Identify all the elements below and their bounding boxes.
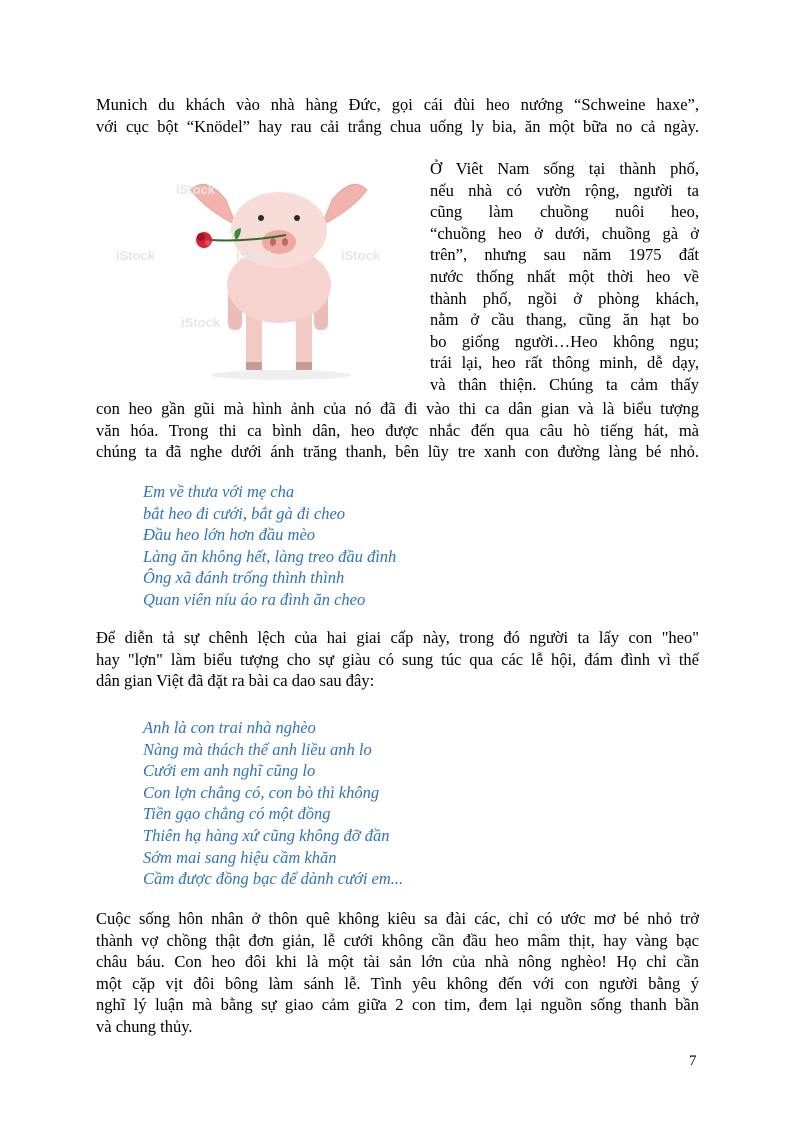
text-line: nếu nhà có vườn rộng, người ta <box>430 180 699 200</box>
text-line: Để diễn tả sự chênh lệch của hai giai cấp này, trong đó người ta lấy con "heo" <box>96 628 699 647</box>
paragraph-giai-cap <box>96 627 699 692</box>
text-line: Munich du khách vào nhà hàng Đức, gọi cái đùi heo nướng “Schweine haxe”, <box>96 95 699 114</box>
text-line: nằm ở cầu thang, cũng ăn hạt bo <box>430 310 699 330</box>
poem-line: Em về thưa với mẹ cha <box>143 482 295 501</box>
poem-line: Cưới em anh nghĩ cũng lo <box>143 761 316 781</box>
text-line: cũng làm chuồng nuôi heo, <box>430 202 699 222</box>
text-line: con heo gần gũi mà hình ảnh của nó đã đi vào thi ca dân gian và là biểu tượng <box>96 399 699 418</box>
watermark-text: iStock <box>176 182 216 197</box>
text-line: với cục bột “Knödel” hay rau cải trắng chua uống ly bia, ăn một bữa no cả ngày. <box>96 116 699 136</box>
text-line: một cặp vịt đôi bông làm sánh lễ. Tình yêu không đến với con người bằng ý <box>96 973 699 993</box>
pig-with-rose-image <box>96 170 421 380</box>
poem-line: Tiền gạo chẳng có một đồng <box>143 804 331 824</box>
text-line: thành phố, ngồi ở phòng khách, <box>430 288 699 308</box>
pig-illustration <box>96 170 421 380</box>
watermark-text: iStock <box>236 248 276 263</box>
paragraph-vietnam-full <box>96 398 699 463</box>
text-line: “chuồng heo ở dưới, chuồng gà ở <box>430 223 699 243</box>
poem-line: Con lợn chẳng có, con bò thì không <box>143 782 380 802</box>
poem-line: Quan viên níu áo ra đình ăn cheo <box>143 589 366 609</box>
text-line: dân gian Việt đã đặt ra bài ca dao sau đây: <box>96 671 375 691</box>
text-line: Cuộc sống hôn nhân ở thôn quê không kiêu sa đài các, chỉ có ước mơ bé nhỏ trở <box>96 909 699 928</box>
poem-line: Ông xã đánh trống thình thình <box>143 568 345 588</box>
paragraph-hon-nhan <box>96 908 699 1038</box>
poem-em-ve-thua <box>143 481 396 611</box>
text-line: nghĩ lý luận mà bằng sự giao cảm giữa 2 con tim, đem lại nguồn sống thanh bần <box>96 995 699 1015</box>
paragraph-munich <box>96 94 699 137</box>
poem-line: bắt heo đi cưới, bắt gà đi cheo <box>143 503 346 523</box>
poem-line: Nàng mà thách thế anh liều anh lo <box>143 739 372 759</box>
poem-anh-la-con-trai <box>143 717 403 890</box>
text-line: và chung thủy. <box>96 1016 193 1036</box>
poem-line: Cầm được đồng bạc để dành cưới em... <box>143 869 404 889</box>
text-line: trên”, nhưng sau năm 1975 đất <box>430 245 699 265</box>
poem-line: Anh là con trai nhà nghèo <box>143 718 316 737</box>
paragraph-vietnam-side <box>430 158 699 396</box>
watermark-text: iStock <box>116 248 156 263</box>
text-line: châu báu. Con heo đôi khi là một tài sản lớn của nhà nông nghèo! Họ chỉ cần <box>96 952 699 972</box>
text-line: Ở Viêt Nam sống tại thành phố, <box>430 159 699 178</box>
poem-line: Sớm mai sang hiệu cầm khăn <box>143 847 337 867</box>
watermark-text: iStock <box>341 248 381 263</box>
text-line: chúng ta đã nghe dưới ánh trăng thanh, bên lũy tre xanh con đường làng bé nhỏ. <box>96 442 699 462</box>
text-line: trái lại, heo rất thông minh, dễ dạy, <box>430 353 699 373</box>
text-line: và thân thiện. Chúng ta cảm thấy <box>430 374 699 394</box>
page-number: 7 <box>689 1053 697 1069</box>
poem-line: Làng ăn không hết, làng treo đầu đình <box>143 546 397 566</box>
text-line: thành vợ chồng thật đơn giản, lễ cưới không cần đầu heo mâm thịt, hay vàng bạc <box>96 930 699 950</box>
text-line: bo giống người…Heo không ngu; <box>430 331 699 351</box>
poem-line: Đầu heo lớn hơn đầu mèo <box>143 525 316 545</box>
text-line: nước thống nhất một thời heo về <box>430 266 699 286</box>
poem-line: Thiên hạ hàng xứ cũng không đỡ đần <box>143 825 390 845</box>
text-line: văn hóa. Trong thi ca bình dân, heo được nhắc đến qua câu hò tiếng hát, mà <box>96 420 699 440</box>
text-line: hay "lợn" làm biểu tượng cho sự giàu có sung túc qua các lễ hội, đám đình vì thế <box>96 649 699 669</box>
watermark-text: iStock <box>181 315 221 330</box>
